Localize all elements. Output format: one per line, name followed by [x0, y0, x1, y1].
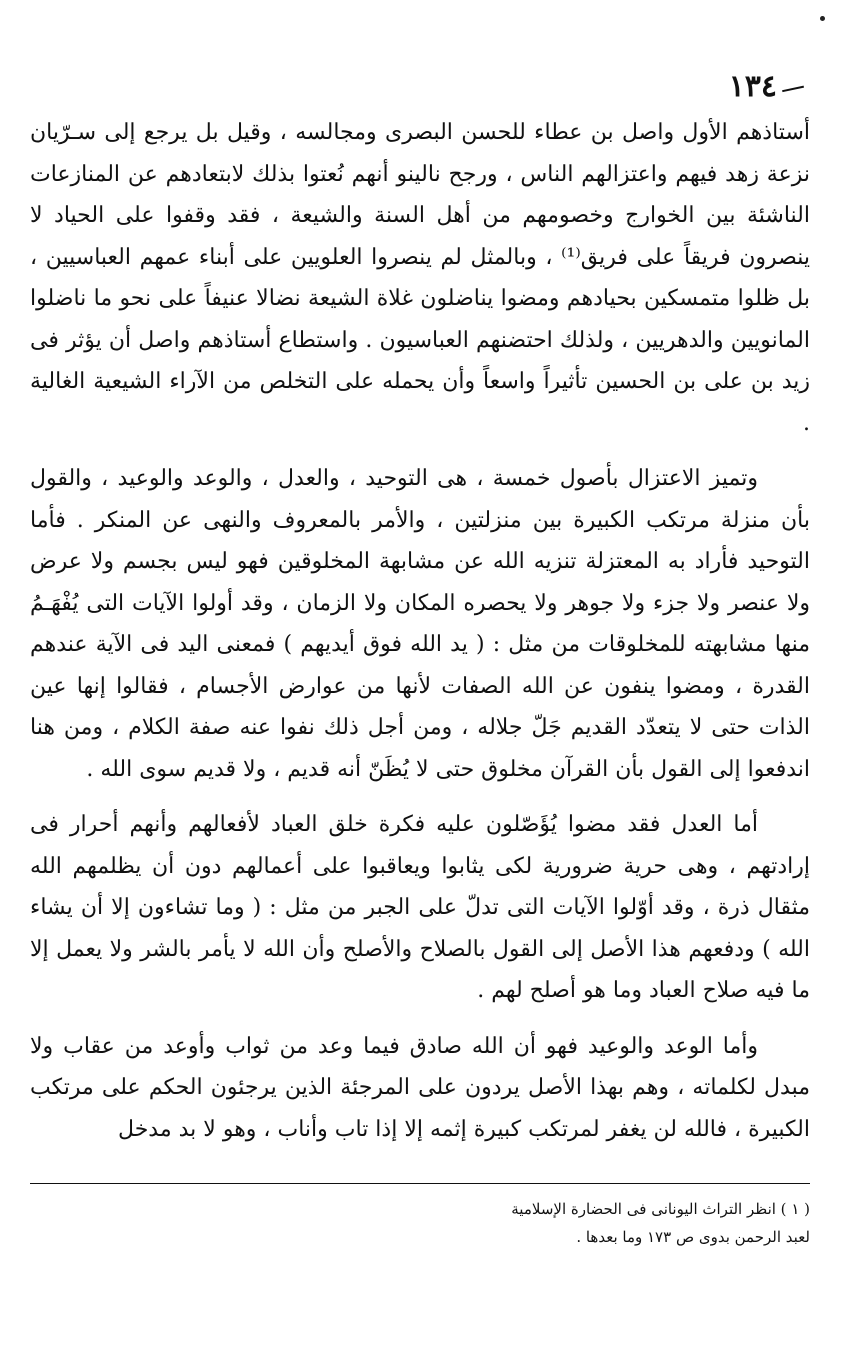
paragraph-3: أما العدل فقد مضوا يُؤَصّلون عليه فكرة خلق العباد لأفعالهم وأنهم أحرار فى إرادتهم ، وهى حرية ضرورية لكى يثابوا ويعاقبوا على أعمالهم دون أن يظلمهم الله مثقال ذرة ، وقد أوّلوا الآيات التى تدلّ على الجبر من مثل : ( وما تشاءون إلا أن يشاء الله ) ودفعهم هذا الأصل إلى القول بالصلاح والأصلح وأن الله لا يأمر بالشر ولا يعمل إلا ما فيه صلاح العباد وما هو أصلح لهم .	[30, 812, 810, 1003]
paragraph-4: وأما الوعد والوعيد فهو أن الله صادق فيما وعد من ثواب وأوعد من عقاب ولا مبدل لكلماته ، وهم بهذا الأصل يردون على المرجئة الذين يرجئون الحكم على مرتكب الكبيرة ، فالله لن يغفر لمرتكب كبيرة إثمه إلا إذا تاب وأناب ، وهو لا بد مدخل	[30, 1033, 810, 1142]
footnotes	[390, 1195, 810, 1251]
page-number-mark	[780, 76, 804, 92]
page-number: ١٣٤	[728, 69, 777, 104]
paragraph-1: أستاذهم الأول واصل بن عطاء للحسن البصرى ومجالسه ، وقيل بل يرجع إلى سـرّيان نزعة زهد فيهم واعتزالهم الناس ، ورجح نالينو أنهم نُعتوا بذلك لابتعادهم عن المنازعات الناشئة بين الخوارج وخصومهم من أهل السنة والشيعة ، فقد وقفوا على الحياد لا ينصرون فريقاً على فريق⁽¹⁾ ، وبالمثل لم ينصروا العلويين على أبناء عمهم العباسيين ، بل ظلوا متمسكين بحيادهم ومضوا يناضلون غلاة الشيعة نضالا عنيفاً على نحو ما ناضلوا المانويين والدهريين ، ولذلك احتضنهم العباسيون . واستطاع أستاذهم واصل أن يؤثر فى زيد بن على بن الحسين تأثيراً واسعاً وأن يحمله على التخلص من الآراء الشيعية الغالية .	[30, 120, 810, 436]
footnote-1-line-2: لعبد الرحمن بدوى ص ١٧٣ وما بعدها .	[576, 1228, 810, 1246]
paragraph-2: وتميز الاعتزال بأصول خمسة ، هى التوحيد ، والعدل ، والوعد والوعيد ، والقول بأن منزلة مرتكب الكبيرة بين منزلتين ، والأمر بالمعروف والنهى عن المنكر . فأما التوحيد فأراد به المعتزلة تنزيه الله عن مشابهة المخلوقين فهو ليس بجسم ولا عرض ولا عنصر ولا جزء ولا جوهر ولا يحصره المكان ولا الزمان ، وقد أولوا الآيات التى يُفْهَـمُ منها مشابهته للمخلوقات من مثل : ( يد الله فوق أيديهم ) فمعنى اليد فى الآية عندهم القدرة ، ومضوا ينفون عن الله الصفات لأنها من عوارض الأجسام ، فقالوا إنها عين الذات حتى لا يتعدّد القديم جَلّ جلاله ، ومن أجل ذلك نفوا عنه صفة الكلام ، ومن هنا اندفعوا إلى القول بأن القرآن مخلوق حتى لا يُظَنّ أنه قديم ، ولا قديم سوى الله .	[30, 466, 810, 782]
scan-speck	[820, 16, 825, 21]
main-text	[30, 112, 810, 1150]
footnote-divider	[30, 1183, 810, 1184]
footnote-1-line-1: ( ١ ) انظر التراث اليونانى فى الحضارة الإسلامية	[511, 1200, 810, 1218]
